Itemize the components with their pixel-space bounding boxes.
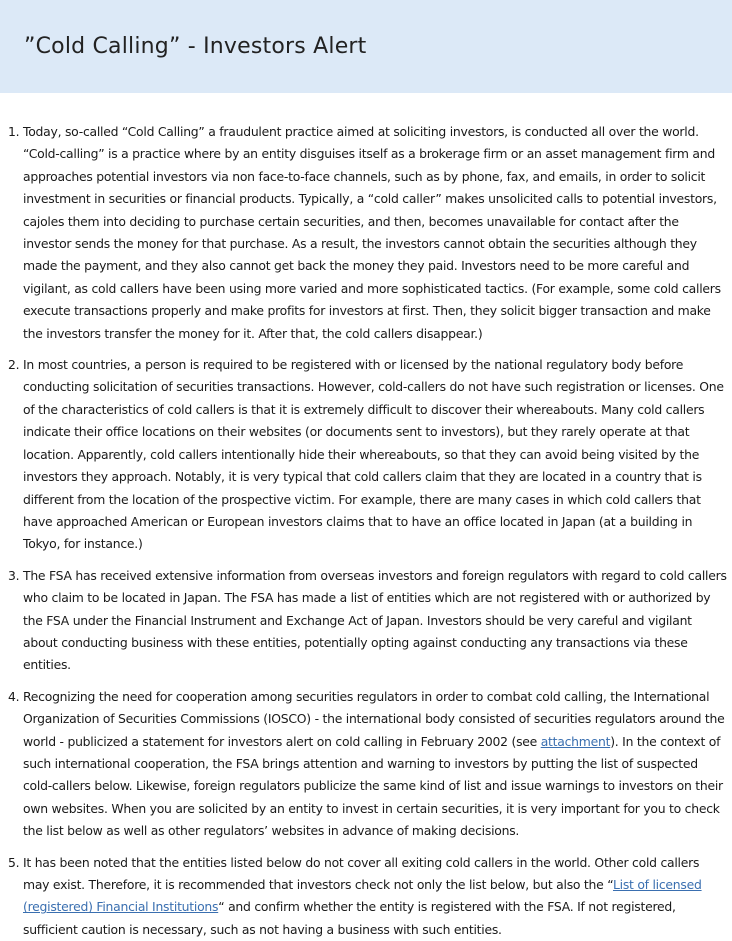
item-text-before: Recognizing the need for cooperation among securities regulators in order to combat cold calling, the International Organization of Securities Commissions (IOSCO) - the international body consisted of securities regulators around the world - publicized a statement for investors alert on cold calling in February 2002 (see <box>23 688 725 749</box>
item-number: 4. <box>8 688 20 704</box>
item-text-before: It has been noted that the entities listed below do not cover all exiting cold callers in the world. Other cold callers may exist. Therefore, it is recommended that investors check not only the list below, but also the “ <box>23 854 700 892</box>
item-number: 3. <box>8 567 20 583</box>
page-header <box>0 0 732 93</box>
item-text: The FSA has received extensive information from overseas investors and foreign regulators with regard to cold callers who claim to be located in Japan. The FSA has made a list of entities which are not registered with or authorized by the FSA under the Financial Instrument and Exchange Act of Japan. Investors should be very careful and vigilant about conducting business with these entities, potentially opting against conducting any transactions via these entities. <box>23 567 727 673</box>
item-number: 2. <box>8 357 20 373</box>
page-title: ”Cold Calling” - Investors Alert <box>24 34 367 59</box>
item-text: In most countries, a person is required to be registered with or licensed by the national regulatory body before conducting solicitation of securities transactions. However, cold-callers do not have such registration or licenses. One of the characteristics of cold callers is that it is extremely difficult to discover their whereabouts. Many cold callers indicate their office locations on their websites (or documents sent to investors), but they rarely operate at that location. Apparently, cold callers intentionally hide their whereabouts, so that they can avoid being visited by the investors they approach. Notably, it is very typical that cold callers claim that they are located in a country that is different from the location of the prospective victim. For example, there are many cases in which cold callers that have approached American or European investors claims that to have an office located in Japan (at a building in Tokyo, for instance.) <box>23 357 724 552</box>
main-content <box>0 93 732 941</box>
licensed-institutions-link[interactable]: List of licensed (registered) Financial Institutions <box>23 877 702 915</box>
list-item <box>0 686 728 843</box>
item-text-after: “ and confirm whether the entity is registered with the FSA. If not registered, sufficient caution is necessary, such as not having a business with such entities. <box>23 899 676 937</box>
list-item <box>0 565 728 677</box>
list-item <box>0 354 728 556</box>
list-item <box>0 121 728 345</box>
attachment-link[interactable]: attachment <box>540 733 611 749</box>
list-item <box>0 852 728 941</box>
item-number: 1. <box>8 124 20 139</box>
item-text-after: ). In the context of such international cooperation, the FSA brings attention and warning to investors by putting the list of suspected cold-callers below. Likewise, foreign regulators publicize the same kind of list and issue warnings to investors on their own websites. When you are solicited by an entity to invest in certain securities, it is very important for you to check the list below as well as other regulators’ websites in advance of making decisions. <box>23 733 723 839</box>
item-text: Today, so-called “Cold Calling” a fraudulent practice aimed at soliciting investors, is conducted all over the world. “Cold-calling” is a practice where by an entity disguises itself as a brokerage firm or an asset management firm and approaches potential investors via non face-to-face channels, such as by phone, fax, and emails, in order to solicit investment in securities or financial products. Typically, a “cold caller” makes unsolicited calls to potential investors, cajoles them into deciding to purchase certain securities, and then, becomes unavailable for contact after the investor sends the money for that purchase. As a result, the investors cannot obtain the securities although they made the payment, and they also cannot get back the money they paid. Investors need to be more careful and vigilant, as cold callers have been using more varied and more sophisticated tactics. (For example, some cold callers execute transactions properly and make profits for investors at first. Then, they solicit bigger transaction and make the investors transfer the money for it. After that, the cold callers disappear.) <box>23 124 721 341</box>
alert-list <box>0 121 728 941</box>
item-number: 5. <box>8 854 20 870</box>
